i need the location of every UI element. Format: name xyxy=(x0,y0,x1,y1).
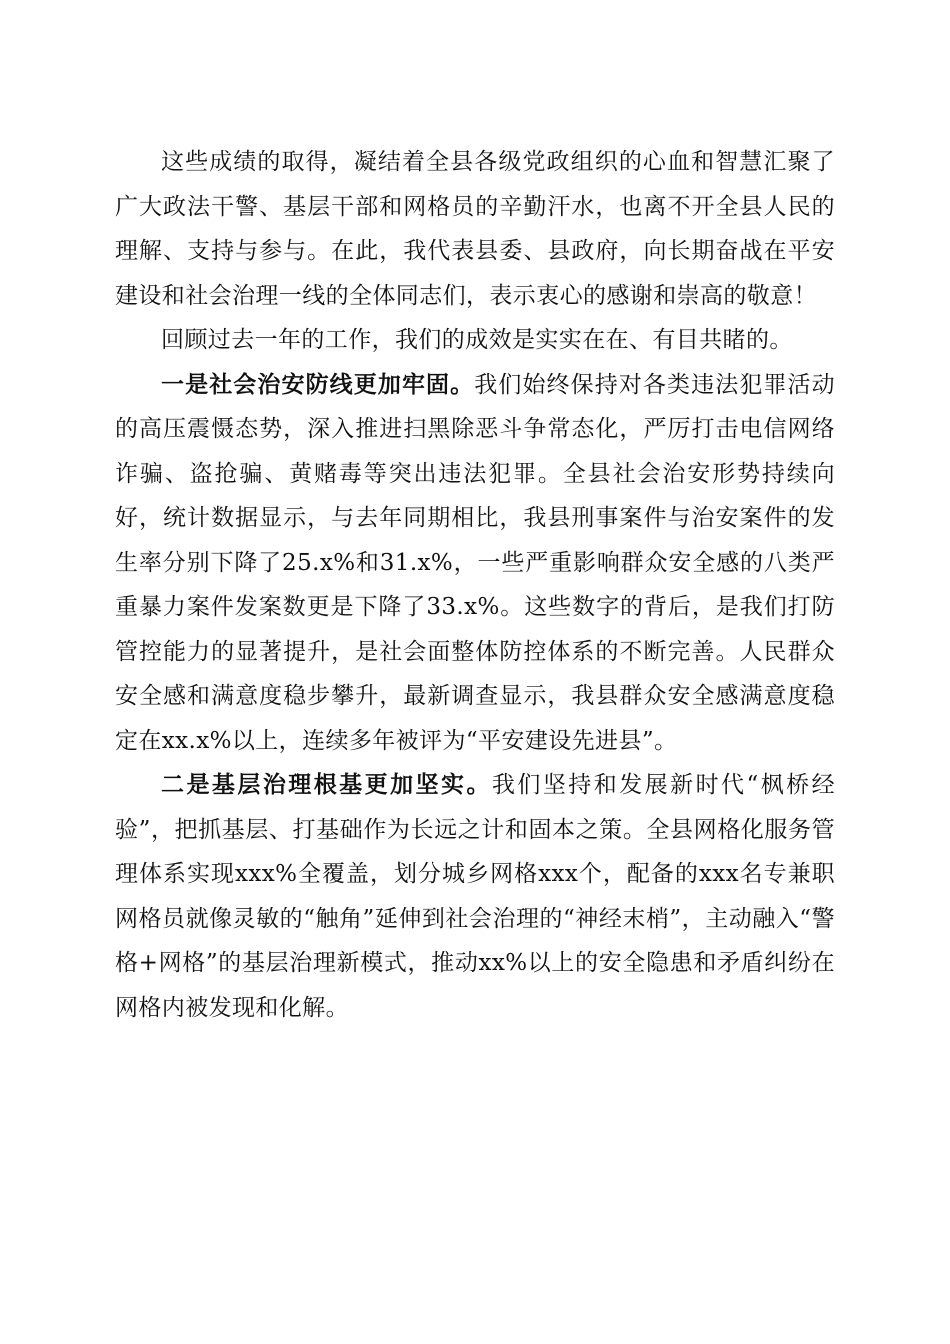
paragraph-review xyxy=(115,318,835,363)
paragraph-text: 我们始终保持对各类违法犯罪活动的高压震慑态势，深入推进扫黑除恶斗争常态化，严厉打击电信网络诈骗、盗抢骗、黄赌毒等突出违法犯罪。全县社会治安形势持续向好，统计数据显示，与去年同期相比，我县刑事案件与治安案件的发生率分别下降了25.x%和31.x%，一些严重影响群众安全感的八类严重暴力案件发案数更是下降了33.x%。这些数字的背后，是我们打防管控能力的显著提升，是社会面整体防控体系的不断完善。人民群众安全感和满意度稳步攀升，最新调查显示，我县群众安全感满意度稳定在xx.x%以上，连续多年被评为“平安建设先进县”。 xyxy=(115,371,836,754)
paragraph-lead-heading: 二是基层治理根基更加坚实。 xyxy=(161,771,492,798)
paragraph-lead-heading: 一是社会治安防线更加牢固。 xyxy=(161,370,475,398)
paragraph-text: 这些成绩的取得，凝结着全县各级党政组织的心血和智慧汇聚了广大政法干警、基层干部和网格员的辛勤汗水，也离不开全县人民的理解、支持与参与。在此，我代表县委、县政府，向长期奋战在平安建设和社会治理一线的全体同志们，表示衷心的感谢和崇高的敬意！ xyxy=(115,149,835,309)
document-body xyxy=(115,140,835,1030)
paragraph-achievements-thanks xyxy=(115,140,835,318)
paragraph-public-security xyxy=(115,363,835,764)
paragraph-text: 我们坚持和发展新时代“枫桥经验”，把抓基层、打基础作为长远之计和固本之策。全县网格化服务管理体系实现xxx%全覆盖，划分城乡网格xxx个，配备的xxx名专兼职网格员就像灵敏的“触角”延伸到社会治理的“神经末梢”，主动融入“警格+网格”的基层治理新模式，推动xx%以上的安全隐患和矛盾纠纷在网格内被发现和化解。 xyxy=(115,772,835,1021)
paragraph-text: 回顾过去一年的工作，我们的成效是实实在在、有目共睹的。 xyxy=(161,327,793,353)
paragraph-grassroots-governance xyxy=(115,763,835,1030)
